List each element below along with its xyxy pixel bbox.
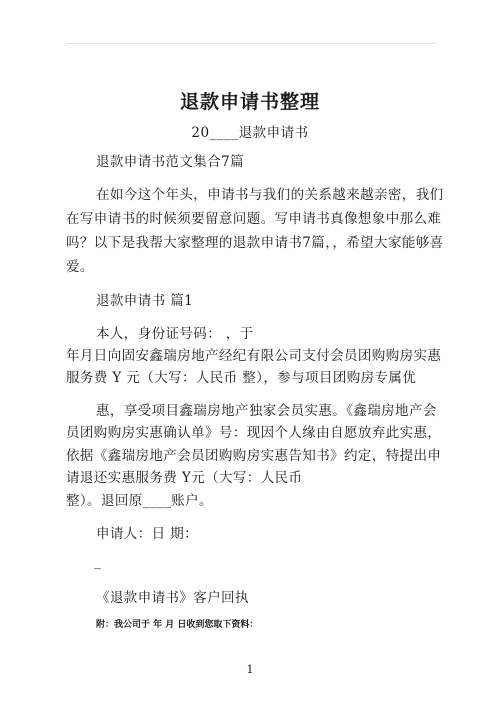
signature-line: 申请人：日 期： [96,526,198,542]
body-line: 服务费 Y 元（大写：人民币 整），参与项目团购房专属优 [66,370,417,386]
body-line: 惠，享受项目鑫瑞房地产独家会员实惠。《鑫瑞房地产会 [96,403,437,419]
body-line: 依据《鑫瑞房地产会员团购购房实惠告知书》约定，特提出申 [66,448,442,464]
intro-line: 爱。 [66,259,94,275]
receipt-note: 附：我公司于 年 月 日收到您取下资料： [96,620,259,630]
body-line: 整）。退回原____账户。 [66,493,213,509]
body-line: 员团购购房实惠确认单》号：现因个人缘由自愿放弃此实惠， [66,425,442,441]
body-line: 本人，身份证号码： ，于 [96,326,254,342]
body-line: 年月日向固安鑫瑞房地产经纪有限公司支付会员团购购房实惠 [66,348,442,364]
page-title: 退款申请书整理 [179,91,320,113]
page-number: 1 [246,663,254,676]
dash-mark: _ [94,554,102,570]
header-rule [66,43,436,44]
intro-line: 吗？以下是我帮大家整理的退款申请书7篇，，希望大家能够喜 [66,235,444,251]
intro-line: 在如今这个年头，申请书与我们的关系越来越亲密，我们 [96,187,444,203]
body-line: 请退还实惠服务费 Y元（大写：人民币 [66,470,303,486]
intro-line: 在写申请书的时候须要留意问题。写申请书真像想象中那么难 [66,211,442,227]
document-subtitle: 20____退款申请书 [191,125,309,141]
section-heading: 退款申请书 篇1 [96,293,194,309]
collection-title: 退款申请书范文集合7篇 [96,154,244,170]
receipt-title: 《退款申请书》客户回执 [96,590,249,606]
